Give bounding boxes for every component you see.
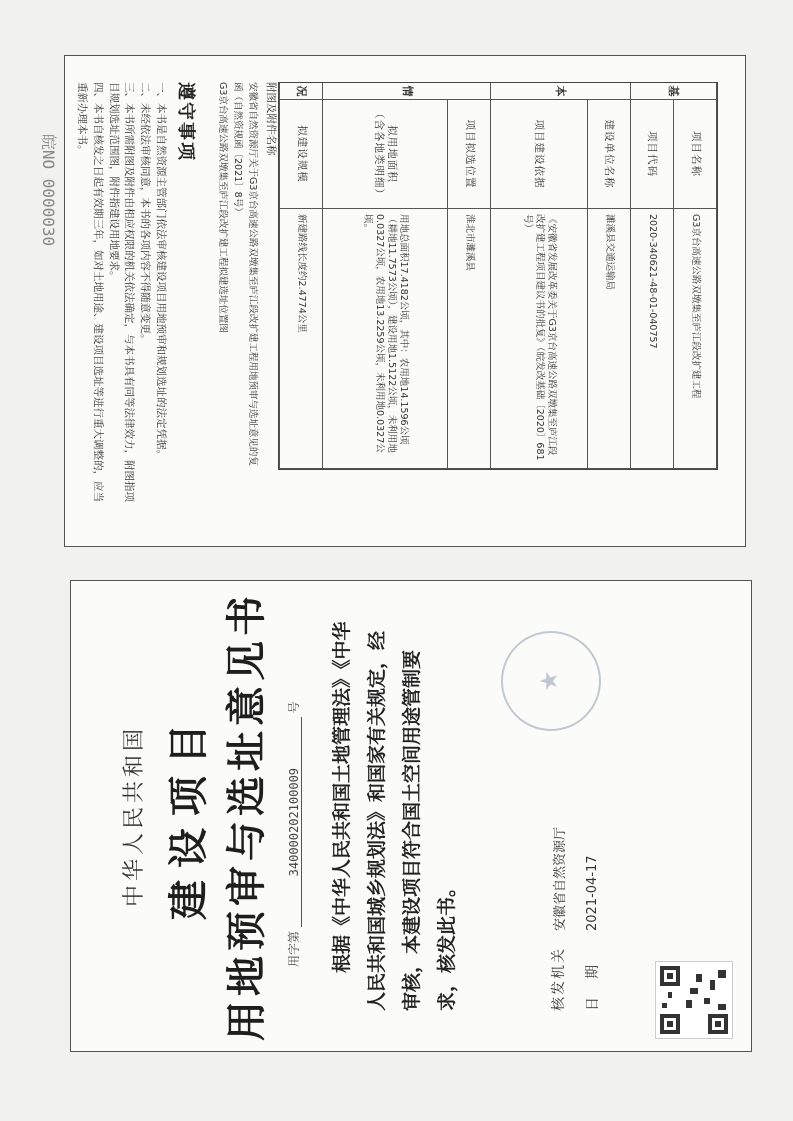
notes-section (74, 82, 201, 512)
row-value: 《安徽省发展改革委关于G3京台高速公路双墩集至庐江段改扩建工程项目建议书的批复》（皖发改基础〔2020〕681号） (491, 209, 588, 469)
row-value: 2020-340621-48-01-040757 (630, 209, 673, 469)
title-line-2: 用地预审与选址意见书 (224, 591, 270, 1041)
row-value: 淮北市濉溪县 (448, 209, 491, 469)
doc-no-suffix: 号 (287, 701, 301, 714)
notes-heading: 遵守事项 (175, 82, 196, 162)
issuer-value: 安徽省自然资源厅 (552, 826, 568, 931)
document-number (285, 647, 302, 967)
row-label: 项目代码 (630, 100, 673, 209)
cover-page (70, 580, 752, 1052)
date-label: 日 期 (585, 963, 601, 1011)
basic-info-page (64, 55, 746, 547)
note-item: 三、本书所需附图及附件由相应权限的机关依法确定，与本书具有同等法律效力，附图指项目规划选址范围图，附件指建设用地要求。 (107, 82, 136, 502)
row-label: 拟用地面积 （含各地类明细） (323, 100, 448, 209)
attachment-item: 安徽省自然资源厅关于G3京台高速公路双墩集至庐江段改扩建工程用地预审与选址意见的复函（自然资规函〔2021〕8号） (232, 82, 258, 466)
seal-star-icon: ★ (535, 670, 563, 692)
table-row (323, 83, 448, 469)
row-label: 项目名称 (673, 100, 716, 209)
side-label: 本 (491, 83, 631, 100)
row-label: 建设单位名称 (587, 100, 630, 209)
serial-number-text: 皖NO 0000030 (39, 133, 58, 247)
row-label: 项目拟选位置 (448, 100, 491, 209)
qr-code (655, 961, 733, 1039)
doc-no-value: 340000202100009 (287, 717, 302, 927)
table-row (280, 83, 323, 469)
note-item: 二、未经依法审核同意，本书的各项内容不得随意变更。 (139, 82, 152, 345)
official-seal (501, 631, 601, 731)
basic-info-table (278, 82, 718, 470)
table-row (448, 83, 491, 469)
country-name: 中华人民共和国 (122, 725, 147, 908)
body-text: 根据《中华人民共和国土地管理法》《中华人民共和国城乡规划法》和国家有关规定，经审核，本建设项目符合国土空间用途管制要求，核发此书。 (331, 621, 459, 1011)
attachments (215, 82, 279, 468)
table-row (491, 83, 588, 469)
table-row (673, 83, 716, 469)
date-value: 2021-04-17 (584, 855, 600, 931)
serial-number (34, 115, 64, 265)
title-line-1: 建设项目 (166, 712, 212, 920)
row-value: 濉溪县交通运输局 (587, 209, 630, 469)
side-label: 基 (630, 83, 716, 100)
note-item: 一、本书是自然资源主管部门依法审核建设项目用地预审和规划选址的法定凭据。 (155, 82, 167, 460)
row-label: 项目建设依据 (491, 100, 588, 209)
issuer-label: 核发机关 (551, 947, 567, 1011)
table-row (587, 83, 630, 469)
row-value: G3京台高速公路双墩集至庐江段改扩建工程 (673, 209, 716, 469)
qr-code-icon (656, 962, 732, 1038)
note-item: 四、本书自核发之日起有效期三年，如对土地用途、建设项目选址等进行重大调整的，应当重新办理本书。 (76, 82, 104, 502)
attachments-title: 附图及附件名称 (265, 82, 277, 156)
row-label: 拟建设规模 (280, 100, 323, 209)
row-value: 用地总面积17.4182公顷，其中：农用地14.1596公顷（耕地11.7573公顷），建设用地1.5122公顷，未利用地0.0327公顷，农用地13.2259公顷，未利用地0.0327公顷。 (323, 209, 448, 469)
table-row (630, 83, 673, 469)
side-label: 况 (280, 83, 323, 100)
row-value: 新建路线长度约2.4774公里 (280, 209, 323, 469)
attachment-item: G3京台高速公路双墩集至庐江段改扩建工程拟建选址位置图 (217, 82, 229, 333)
side-label: 情 (323, 83, 491, 100)
doc-no-label: 用字第 (287, 930, 301, 967)
